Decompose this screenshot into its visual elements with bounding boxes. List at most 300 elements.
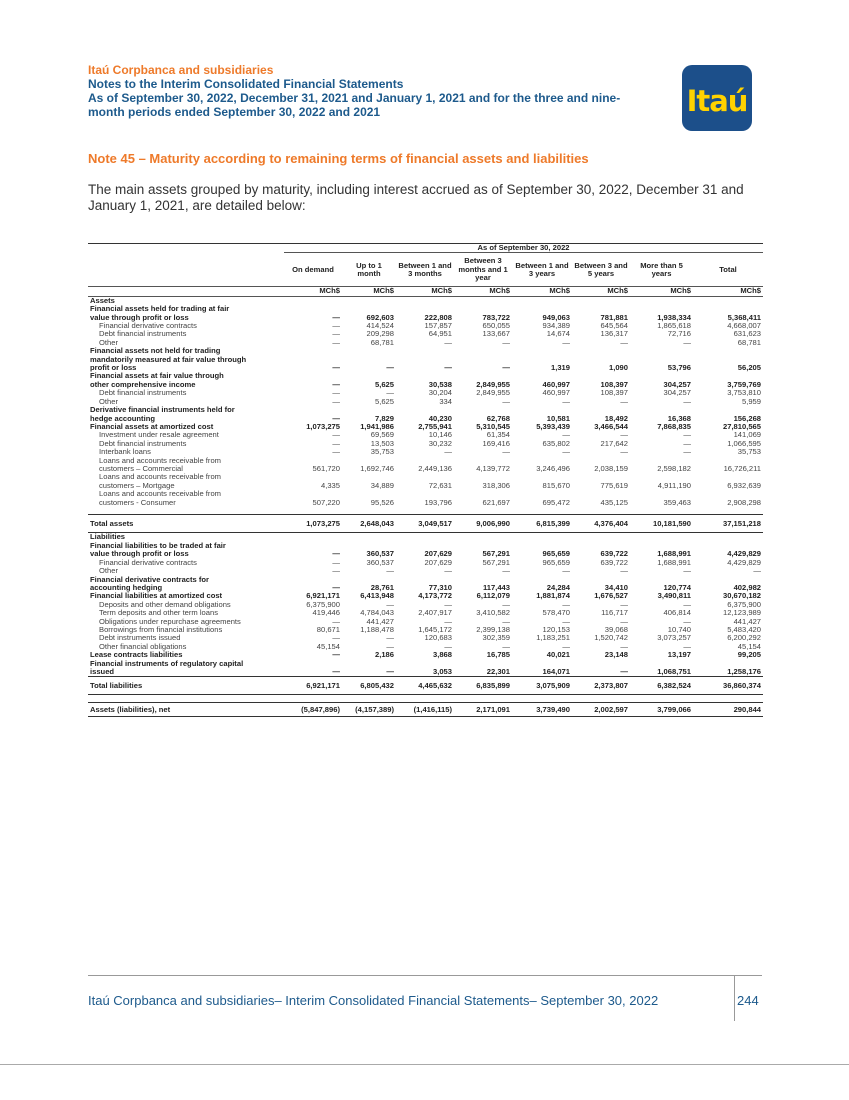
cell-value: —: [332, 633, 340, 643]
cell-value: 4,465,632: [396, 677, 454, 695]
cell-value: 5,625: [374, 379, 394, 389]
row-label: Financial assets at amortized cost: [90, 421, 214, 431]
cell-value: 3,246,496: [536, 463, 570, 473]
col-header: Between 1 and 3 months: [398, 260, 452, 278]
cell-value: 302,359: [482, 633, 510, 643]
cell-value: 5,310,545: [476, 421, 510, 431]
cell-value: 34,889: [370, 480, 394, 490]
cell-value: 2,399,138: [476, 624, 510, 634]
cell-value: 7,868,835: [657, 421, 691, 431]
cell-value: —: [562, 396, 570, 406]
col-header: Up to 1 month: [356, 260, 382, 278]
cell-value: 14,674: [546, 329, 570, 339]
cell-value: 45,154: [316, 641, 340, 651]
cell-value: —: [332, 582, 340, 592]
cell-value: 5,483,420: [727, 624, 762, 634]
cell-value: —: [332, 650, 340, 660]
cell-value: [396, 507, 454, 515]
row-label: Borrowings from financial institutions: [99, 624, 223, 634]
cell-value: 207,629: [424, 557, 452, 567]
cell-value: —: [444, 447, 452, 457]
cell-value: —: [386, 633, 394, 643]
cell-value: 5,393,439: [536, 421, 570, 431]
cell-value: 53,796: [667, 363, 691, 373]
cell-value: 650,055: [482, 321, 510, 331]
row-label: other comprehensive income: [90, 379, 196, 389]
cell-value: —: [620, 616, 628, 626]
cell-value: 567,291: [482, 557, 510, 567]
cell-value: —: [332, 312, 340, 322]
cell-value: 1,688,991: [657, 549, 691, 559]
cell-value: 24,284: [546, 582, 570, 592]
cell-value: [572, 695, 630, 703]
cell-value: —: [332, 666, 340, 676]
table-row: [88, 634, 763, 642]
cell-value: 783,722: [482, 312, 510, 322]
cell-value: [396, 347, 454, 355]
cell-value: 304,257: [663, 388, 691, 398]
cell-value: 2,449,136: [418, 463, 452, 473]
cell-value: [572, 507, 630, 515]
row-label: Other: [99, 337, 118, 347]
cell-value: 69,569: [370, 430, 394, 440]
cell-value: 40,230: [428, 413, 452, 423]
cell-value: 16,726,211: [723, 463, 762, 473]
row-label: [88, 695, 284, 703]
cell-value: 3,868: [432, 650, 452, 660]
row-label: Debt financial instruments: [99, 438, 187, 448]
intro-paragraph: The main assets grouped by maturity, including interest accrued as of September 30, 2022, December 31 and January 1, 2021, are detailed below:: [88, 182, 744, 213]
cell-value: 37,151,218: [693, 515, 763, 533]
cell-value: 460,997: [542, 379, 570, 389]
row-label: Total assets: [88, 515, 284, 533]
cell-value: 30,670,182: [723, 591, 762, 601]
cell-value: [342, 695, 396, 703]
table-row: [88, 389, 763, 397]
cell-value: 6,375,900: [306, 599, 340, 609]
cell-value: 6,375,900: [727, 599, 762, 609]
unit-label: MCh$: [512, 287, 572, 296]
cell-value: 3,759,769: [727, 379, 762, 389]
table-row: [88, 677, 763, 695]
cell-value: 6,112,079: [476, 591, 510, 601]
cell-value: 62,768: [486, 413, 510, 423]
row-label: Debt financial instruments: [99, 388, 187, 398]
col-header: More than 5 years: [640, 260, 683, 278]
cell-value: 23,148: [604, 650, 628, 660]
cell-value: 360,537: [366, 557, 394, 567]
cell-value: —: [683, 430, 691, 440]
cell-value: 692,603: [366, 312, 394, 322]
cell-value: 567,291: [482, 549, 510, 559]
cell-value: 441,427: [366, 616, 394, 626]
cell-value: —: [332, 430, 340, 440]
page-bottom-rule: [0, 1064, 849, 1065]
cell-value: 934,389: [542, 321, 570, 331]
cell-value: [342, 533, 396, 542]
cell-value: 3,739,490: [512, 703, 572, 717]
cell-value: 2,598,182: [657, 463, 691, 473]
cell-value: 136,317: [600, 329, 628, 339]
cell-value: 2,002,597: [572, 703, 630, 717]
note-title: Note 45 – Maturity according to remaining terms of financial assets and liabilities: [88, 151, 589, 166]
cell-value: 1,090: [608, 363, 628, 373]
cell-value: 133,667: [482, 329, 510, 339]
cell-value: 13,503: [370, 438, 394, 448]
table-row: [88, 406, 763, 414]
cell-value: 4,429,829: [727, 549, 762, 559]
cell-value: 1,183,251: [536, 633, 570, 643]
cell-value: 95,526: [370, 497, 394, 507]
cell-value: [284, 695, 342, 703]
cell-value: —: [444, 599, 452, 609]
cell-value: —: [444, 363, 452, 373]
cell-value: 578,470: [542, 608, 570, 618]
cell-value: 1,073,275: [306, 421, 340, 431]
cell-value: —: [332, 337, 340, 347]
period-heading: As of September 30, 2022: [284, 244, 763, 253]
cell-value: —: [386, 363, 394, 373]
cell-value: —: [502, 616, 510, 626]
cell-value: 5,959: [742, 396, 762, 406]
cell-value: 645,564: [600, 321, 628, 331]
col-header: Between 3 months and 1 year: [458, 256, 508, 283]
cell-value: 402,982: [733, 582, 762, 592]
cell-value: 3,073,257: [657, 633, 691, 643]
cell-value: 6,200,292: [727, 633, 762, 643]
row-label: Total liabilities: [88, 677, 284, 695]
cell-value: 35,753: [370, 447, 394, 457]
cell-value: 775,619: [600, 480, 628, 490]
cell-value: —: [444, 616, 452, 626]
col-header: Total: [719, 264, 737, 274]
cell-value: 22,301: [486, 666, 510, 676]
row-label: Financial liabilities to be traded at fair: [90, 540, 226, 550]
cell-value: 30,232: [428, 438, 452, 448]
cell-value: 3,053: [432, 666, 452, 676]
cell-value: 117,443: [482, 582, 510, 592]
cell-value: 10,581: [546, 413, 570, 423]
cell-value: 2,373,807: [572, 677, 630, 695]
row-label: Obligations under repurchase agreements: [99, 616, 241, 626]
cell-value: 4,173,772: [418, 591, 452, 601]
cell-value: 6,921,171: [306, 591, 340, 601]
cell-value: 435,125: [600, 497, 628, 507]
cell-value: 72,716: [667, 329, 691, 339]
cell-value: [342, 347, 396, 355]
header-subtitle: Notes to the Interim Consolidated Financial Statements: [88, 77, 404, 91]
cell-value: 4,429,829: [727, 557, 762, 567]
cell-value: [630, 507, 693, 515]
cell-value: 360,537: [366, 549, 394, 559]
maturity-table: [88, 243, 763, 717]
cell-value: [396, 533, 454, 542]
cell-value: [512, 347, 572, 355]
cell-value: 2,186: [374, 650, 394, 660]
cell-value: —: [386, 666, 394, 676]
row-label: Assets: [90, 295, 115, 305]
table-row: [88, 356, 763, 364]
cell-value: [630, 695, 693, 703]
cell-value: —: [332, 557, 340, 567]
unit-label: MCh$: [342, 287, 396, 296]
cell-value: 406,814: [663, 608, 691, 618]
itau-logo: [682, 65, 752, 131]
row-label: [88, 507, 284, 515]
row-label: value through profit or loss: [90, 312, 189, 322]
cell-value: [284, 296, 342, 305]
cell-value: 695,472: [542, 497, 570, 507]
cell-value: 68,781: [737, 337, 762, 347]
cell-value: —: [562, 430, 570, 440]
cell-value: [512, 507, 572, 515]
cell-value: 18,492: [604, 413, 628, 423]
cell-value: [342, 507, 396, 515]
cell-value: 1,645,172: [418, 624, 452, 634]
cell-value: —: [620, 447, 628, 457]
cell-value: [396, 296, 454, 305]
cell-value: —: [332, 396, 340, 406]
cell-value: —: [562, 599, 570, 609]
cell-value: 1,068,751: [657, 666, 691, 676]
cell-value: [630, 347, 693, 355]
cell-value: —: [502, 641, 510, 651]
cell-value: 441,427: [733, 616, 762, 626]
cell-value: 4,376,404: [572, 515, 630, 533]
cell-value: 419,446: [312, 608, 340, 618]
cell-value: 156,268: [733, 413, 762, 423]
document-header: [88, 63, 668, 119]
cell-value: 2,908,298: [727, 497, 762, 507]
footer-text: Itaú Corpbanca and subsidiaries– Interim Consolidated Financial Statements– September 30, 2022: [88, 993, 659, 1008]
cell-value: —: [386, 599, 394, 609]
row-label: customers – Mortgage: [99, 480, 175, 490]
logo-text: Itaú: [686, 84, 748, 118]
cell-value: —: [502, 396, 510, 406]
cell-value: 27,810,565: [723, 421, 762, 431]
cell-value: [693, 507, 763, 515]
row-label: Debt financial instruments: [99, 329, 187, 339]
unit-row: [88, 287, 763, 296]
cell-value: 12,123,989: [723, 608, 762, 618]
cell-value: —: [502, 447, 510, 457]
cell-value: —: [332, 616, 340, 626]
cell-value: 507,220: [312, 497, 340, 507]
cell-value: 169,416: [482, 438, 510, 448]
row-label: customers – Commercial: [99, 463, 183, 473]
period-header-row: [88, 244, 763, 253]
cell-value: 28,761: [370, 582, 394, 592]
row-label: Financial derivative contracts: [99, 321, 197, 331]
row-label: Deposits and other demand obligations: [99, 599, 231, 609]
cell-value: 815,670: [542, 480, 570, 490]
cell-value: [693, 695, 763, 703]
cell-value: 2,849,955: [476, 388, 510, 398]
cell-value: 6,382,524: [630, 677, 693, 695]
footer-separator: [734, 975, 735, 1021]
cell-value: 5,625: [374, 396, 394, 406]
cell-value: 99,205: [737, 650, 762, 660]
cell-value: 141,069: [733, 430, 762, 440]
cell-value: 9,006,990: [454, 515, 512, 533]
cell-value: 209,298: [366, 329, 394, 339]
row-label: Interbank loans: [99, 447, 151, 457]
cell-value: —: [683, 447, 691, 457]
row-label: Assets (liabilities), net: [88, 703, 284, 717]
cell-value: —: [562, 616, 570, 626]
cell-value: 3,049,517: [396, 515, 454, 533]
cell-value: 120,683: [424, 633, 452, 643]
cell-value: 120,774: [663, 582, 691, 592]
col-header: On demand: [292, 264, 334, 274]
cell-value: [454, 347, 512, 355]
row-label: Loans and accounts receivable from: [99, 455, 221, 465]
cell-value: 164,071: [542, 666, 570, 676]
cell-value: —: [332, 379, 340, 389]
cell-value: [693, 347, 763, 355]
cell-value: 334: [439, 396, 452, 406]
cell-value: —: [620, 641, 628, 651]
row-label: hedge accounting: [90, 413, 155, 423]
cell-value: 36,860,374: [693, 677, 763, 695]
cell-value: 16,368: [667, 413, 691, 423]
row-label: Lease contracts liabilities: [90, 650, 183, 660]
cell-value: 61,354: [486, 430, 510, 440]
cell-value: 35,753: [737, 447, 762, 457]
cell-value: 108,397: [600, 388, 628, 398]
cell-value: 1,676,527: [594, 591, 628, 601]
cell-value: [342, 296, 396, 305]
cell-value: 4,139,772: [476, 463, 510, 473]
cell-value: 2,849,955: [476, 379, 510, 389]
cell-value: —: [683, 337, 691, 347]
row-label: Financial derivative contracts: [99, 557, 197, 567]
row-label: Financial assets held for trading at fair: [90, 304, 230, 314]
cell-value: 4,668,007: [727, 321, 762, 331]
cell-value: 639,722: [600, 557, 628, 567]
cell-value: [693, 296, 763, 305]
cell-value: 1,073,275: [284, 515, 342, 533]
cell-value: 6,835,899: [454, 677, 512, 695]
cell-value: —: [502, 566, 510, 576]
cell-value: —: [332, 321, 340, 331]
row-label: Investment under resale agreement: [99, 430, 219, 440]
cell-value: 30,204: [428, 388, 452, 398]
cell-value: 207,629: [424, 549, 452, 559]
cell-value: —: [683, 599, 691, 609]
cell-value: 304,257: [663, 379, 691, 389]
cell-value: —: [620, 337, 628, 347]
cell-value: [512, 296, 572, 305]
cell-value: 965,659: [542, 549, 570, 559]
row-label: Other: [99, 396, 118, 406]
cell-value: —: [332, 566, 340, 576]
page-number: 244: [737, 993, 759, 1008]
cell-value: 1,865,618: [657, 321, 691, 331]
cell-value: 3,410,582: [476, 608, 510, 618]
company-name: Itaú Corpbanca and subsidiaries: [88, 63, 274, 77]
cell-value: 1,258,176: [727, 666, 762, 676]
cell-value: —: [620, 599, 628, 609]
cell-value: 217,642: [600, 438, 628, 448]
cell-value: 2,648,043: [342, 515, 396, 533]
cell-value: 39,068: [604, 624, 628, 634]
cell-value: 7,829: [374, 413, 394, 423]
cell-value: 621,697: [482, 497, 510, 507]
row-label: Financial derivative contracts for: [90, 574, 210, 584]
table-row: [88, 559, 763, 567]
row-label: Financial assets at fair value through: [90, 371, 224, 381]
column-header-row: [88, 253, 763, 287]
cell-value: 3,753,810: [727, 388, 762, 398]
cell-value: [512, 695, 572, 703]
cell-value: 77,310: [428, 582, 452, 592]
cell-value: —: [683, 641, 691, 651]
table-row: [88, 668, 763, 677]
cell-value: 4,335: [320, 480, 340, 490]
cell-value: 222,808: [424, 312, 452, 322]
table-row: [88, 507, 763, 515]
row-label: Liabilities: [90, 532, 126, 542]
cell-value: 40,021: [546, 650, 570, 660]
unit-label: MCh$: [693, 287, 763, 296]
cell-value: [284, 533, 342, 542]
unit-label: MCh$: [284, 287, 342, 296]
cell-value: 108,397: [600, 379, 628, 389]
row-label: Other financial obligations: [99, 641, 187, 651]
table-row: [88, 499, 763, 507]
cell-value: 949,063: [542, 312, 570, 322]
cell-value: 635,802: [542, 438, 570, 448]
cell-value: 2,038,159: [594, 463, 628, 473]
table-row: [88, 703, 763, 717]
unit-label: MCh$: [572, 287, 630, 296]
cell-value: —: [620, 666, 628, 676]
table-row: [88, 322, 763, 330]
header-period-line-2: month periods ended September 30, 2022 and 2021: [88, 105, 381, 119]
cell-value: 6,921,171: [284, 677, 342, 695]
table-row: [88, 431, 763, 439]
cell-value: —: [386, 566, 394, 576]
cell-value: 631,623: [733, 329, 762, 339]
cell-value: (4,157,389): [342, 703, 396, 717]
cell-value: 1,188,478: [360, 624, 394, 634]
cell-value: 2,755,941: [418, 421, 452, 431]
cell-value: 116,717: [601, 608, 628, 618]
cell-value: 639,722: [600, 549, 628, 559]
cell-value: 56,205: [737, 363, 762, 373]
row-label: accounting hedging: [90, 582, 163, 592]
cell-value: [454, 296, 512, 305]
cell-value: 64,951: [428, 329, 452, 339]
cell-value: 157,857: [424, 321, 452, 331]
cell-value: —: [620, 396, 628, 406]
cell-value: (1,416,115): [396, 703, 454, 717]
cell-value: —: [332, 549, 340, 559]
cell-value: 781,881: [600, 312, 628, 322]
cell-value: [454, 507, 512, 515]
cell-value: 1,066,595: [727, 438, 762, 448]
cell-value: 359,463: [663, 497, 691, 507]
cell-value: —: [332, 438, 340, 448]
cell-value: —: [332, 388, 340, 398]
cell-value: [512, 533, 572, 542]
cell-value: [396, 695, 454, 703]
cell-value: 414,524: [366, 321, 394, 331]
cell-value: —: [332, 329, 340, 339]
cell-value: 965,659: [542, 557, 570, 567]
cell-value: 16,785: [486, 650, 510, 660]
